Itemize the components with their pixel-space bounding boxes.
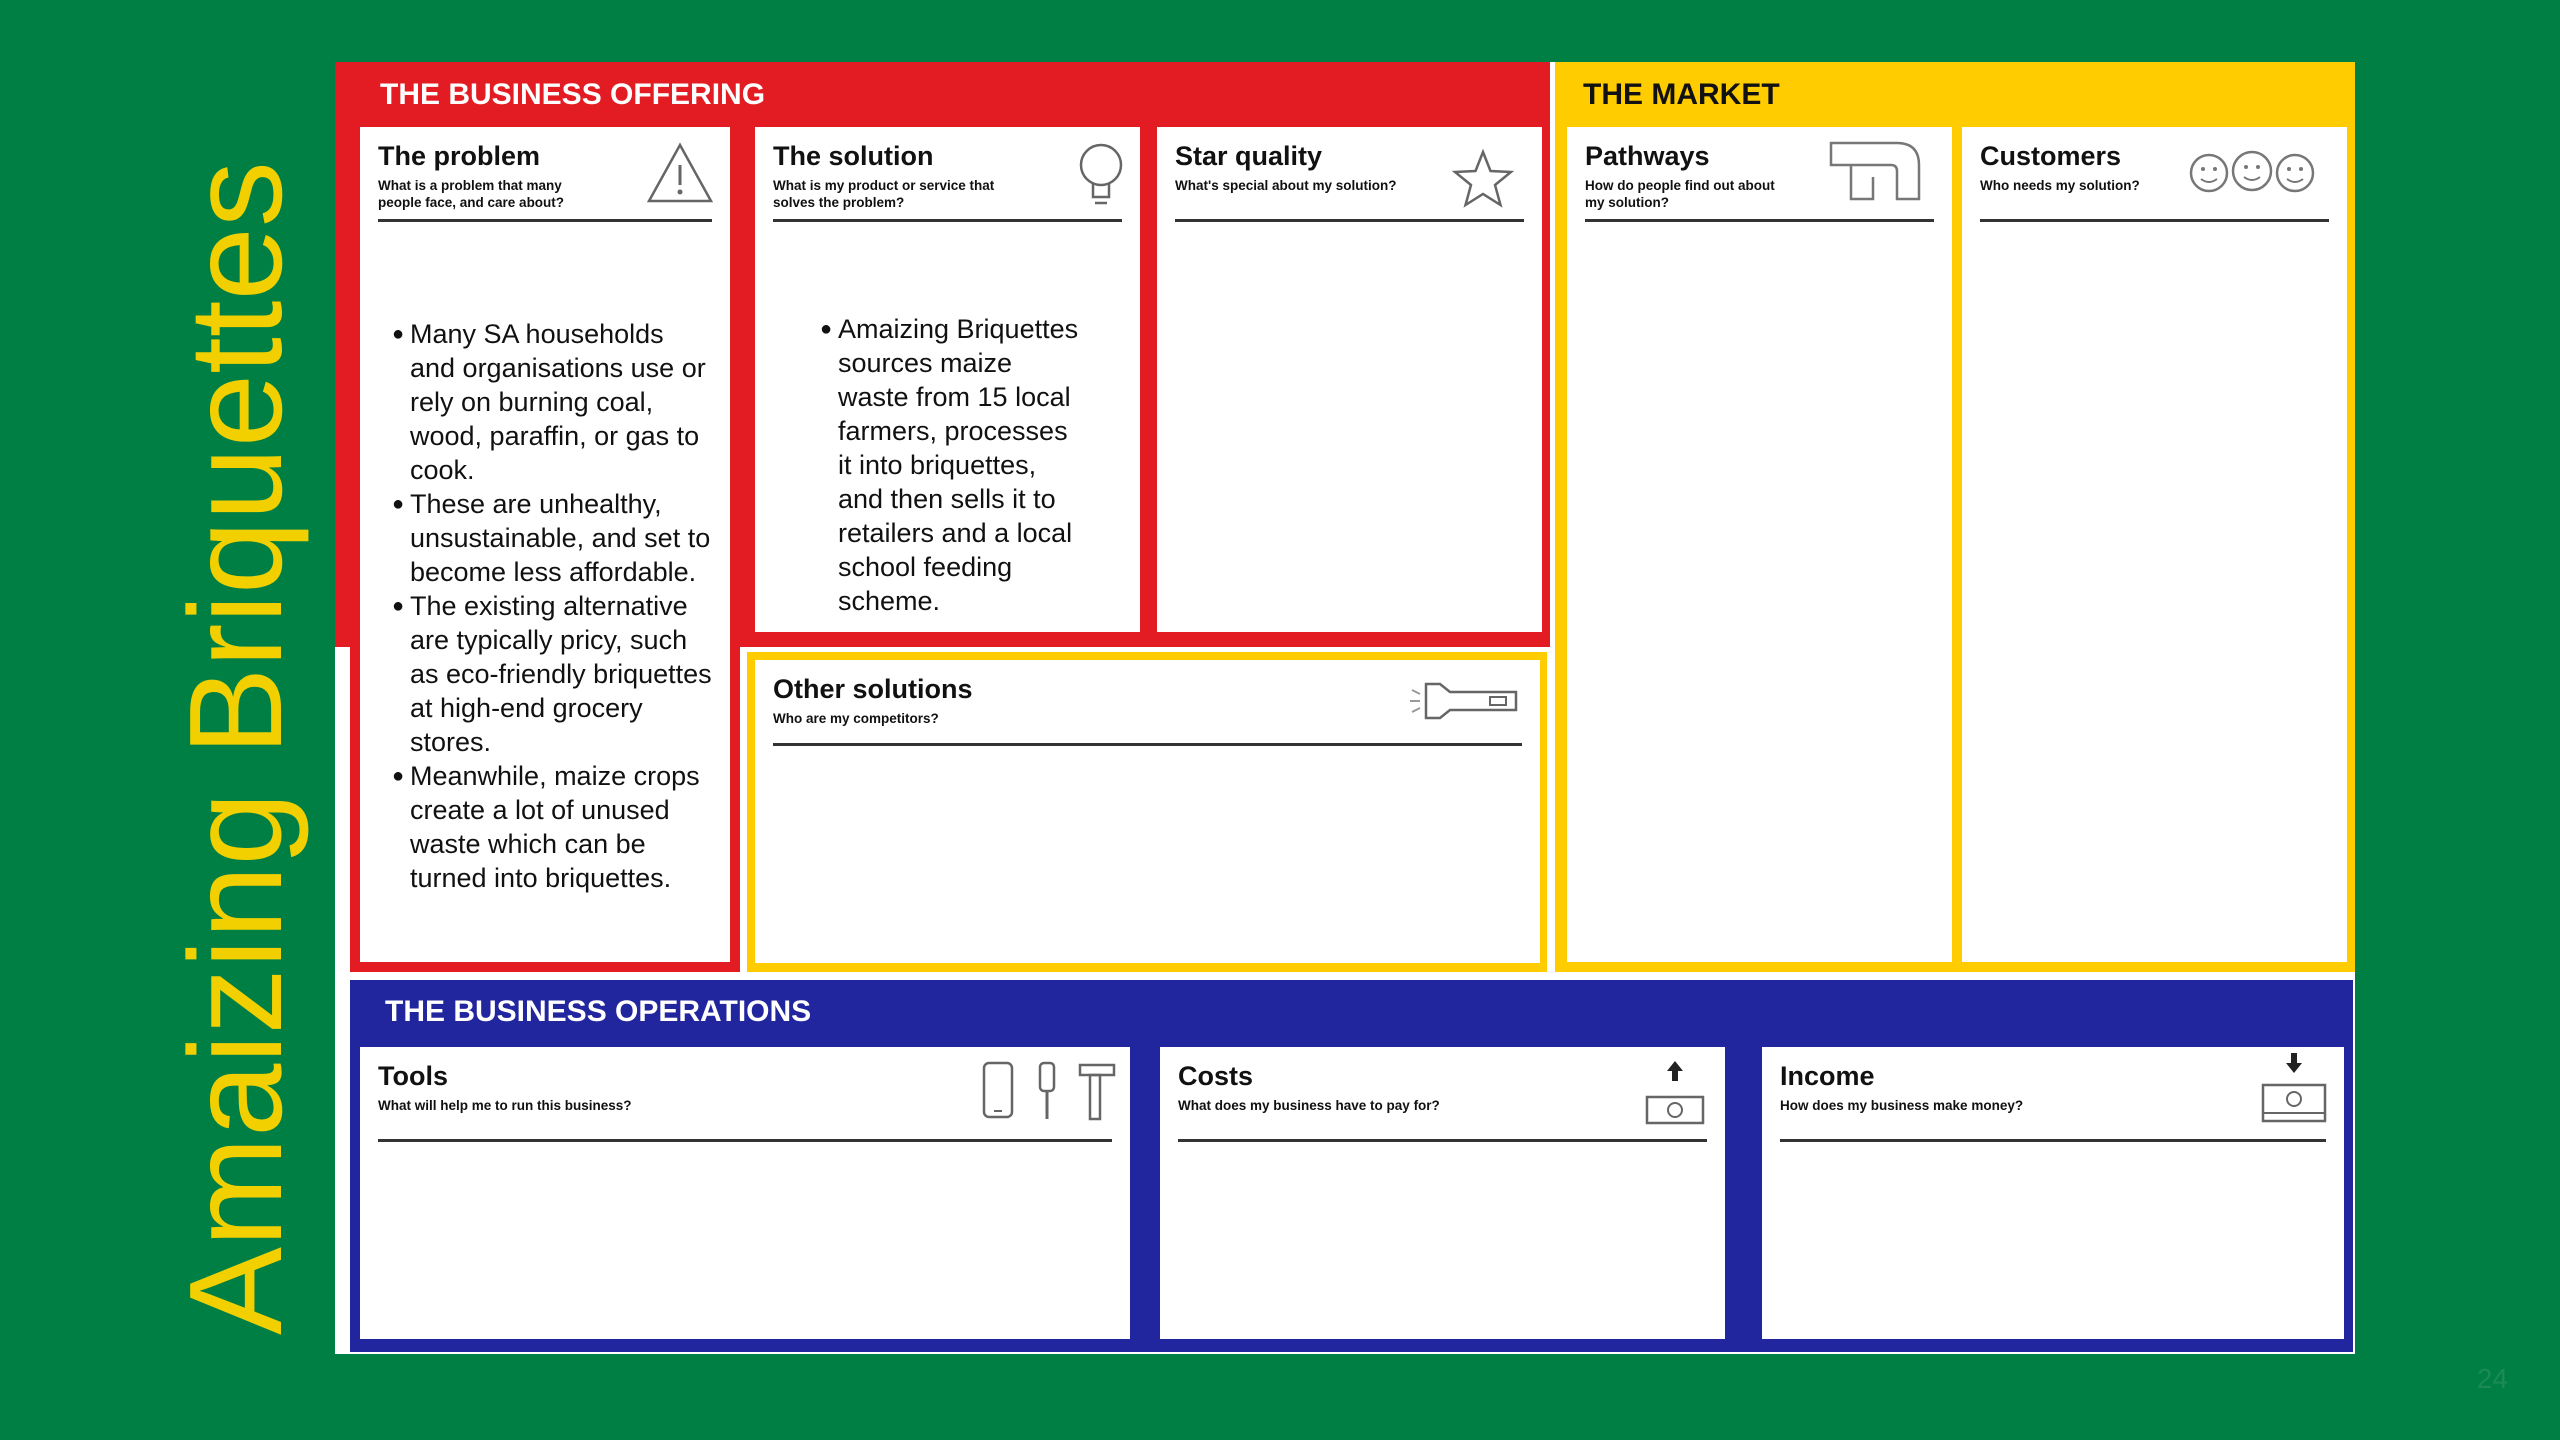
problem-subtitle: What is a problem that many people face, and care about?: [378, 178, 565, 210]
solution-card: [755, 127, 1140, 632]
offering-heading: THE BUSINESS OFFERING: [380, 78, 766, 111]
tools-subtitle: What will help me to run this business?: [378, 1098, 632, 1113]
pathways-card: [1567, 127, 1952, 962]
lightbulb-icon: [1075, 141, 1127, 211]
star-quality-card: [1157, 127, 1542, 632]
costs-title: Costs: [1178, 1061, 1254, 1091]
tools-icon: [980, 1059, 1120, 1123]
problem-title: The problem: [378, 141, 541, 171]
other-solutions-card: [755, 660, 1540, 963]
costs-subtitle: What does my business have to pay for?: [1178, 1098, 1440, 1113]
customers-title: Customers: [1980, 141, 2122, 171]
tools-title: Tools: [378, 1061, 448, 1091]
problem-list: [392, 317, 712, 895]
pipe-icon: [1827, 137, 1927, 205]
star-quality-title: Star quality: [1175, 141, 1323, 171]
income-title: Income: [1780, 1061, 1875, 1091]
income-card: [1762, 1047, 2344, 1339]
solution-title: The solution: [773, 141, 934, 171]
pathways-subtitle: How do people find out about my solution?: [1585, 178, 1775, 210]
customers-card: [1962, 127, 2347, 962]
money-out-icon: [1643, 1057, 1707, 1129]
market-heading: THE MARKET: [1583, 78, 1780, 111]
money-in-icon: [2259, 1051, 2329, 1135]
solution-list: [820, 312, 1085, 618]
other-solutions-subtitle: Who are my competitors?: [773, 711, 939, 726]
faces-icon: [2187, 147, 2317, 197]
other-solutions-title: Other solutions: [773, 674, 973, 704]
list-item: ● The existing alternative are typically pricy, such as eco-friendly briquettes at high-end grocery stores.: [392, 589, 712, 759]
list-item: ● Amaizing Briquettes sources maize waste from 15 local farmers, processes it into briquettes, and then sells it to retailers and a local school feeding scheme.: [820, 312, 1085, 618]
star-icon: [1452, 149, 1514, 209]
costs-card: [1160, 1047, 1725, 1339]
solution-subtitle: What is my product or service that solves the problem?: [773, 178, 995, 210]
customers-subtitle: Who needs my solution?: [1980, 178, 2140, 193]
page-number: 24: [2476, 1363, 2508, 1394]
warning-icon: [645, 141, 715, 205]
slide-title: Amaizing Briquettes: [162, 161, 309, 1335]
pathways-title: Pathways: [1585, 141, 1710, 171]
problem-card: [360, 127, 730, 962]
flashlight-icon: [1410, 676, 1520, 726]
star-quality-subtitle: What's special about my solution?: [1175, 178, 1397, 193]
operations-heading: THE BUSINESS OPERATIONS: [385, 995, 812, 1028]
list-item: ● Many SA households and organisations use or rely on burning coal, wood, paraffin, or gas to cook.: [392, 317, 712, 487]
list-item: ● Meanwhile, maize crops create a lot of unused waste which can be turned into briquettes.: [392, 759, 712, 895]
tools-card: [360, 1047, 1130, 1339]
business-canvas: [335, 62, 2355, 1354]
list-item: ● These are unhealthy, unsustainable, and set to become less affordable.: [392, 487, 712, 589]
income-subtitle: How does my business make money?: [1780, 1098, 2024, 1113]
